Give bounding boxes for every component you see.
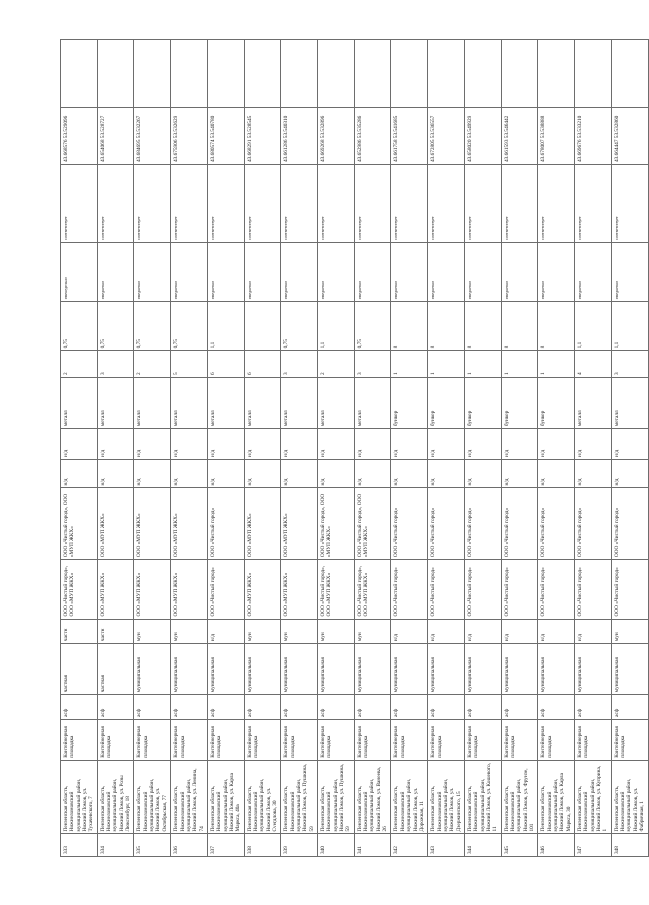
site-type-cell: Контейнерная площадка xyxy=(171,719,208,760)
row-number: 347 xyxy=(575,834,612,857)
compliance-cell: соответствует xyxy=(318,165,355,243)
table-row xyxy=(61,40,98,857)
collection-frequency-cell: ежедневно xyxy=(318,242,355,301)
extra-cell xyxy=(207,40,244,108)
address-cell: Пензенская область, Нижнеломовский муниципальный район, Нижний Ломов, ул. Карла Маркса, 40а xyxy=(207,760,244,834)
column-9-cell: н/д xyxy=(464,429,501,460)
address-cell: Пензенская область, Нижнеломовский муниципальный район, Нижний Ломов, ул. Ванеева, 26 xyxy=(354,760,391,834)
coating-cell: асф xyxy=(61,695,98,720)
container-volume-cell: 8 xyxy=(464,302,501,351)
ownership-type-cell: мун xyxy=(611,619,648,644)
compliance-cell: соответствует xyxy=(97,165,134,243)
ownership-type-cell: мун xyxy=(354,619,391,644)
container-count-cell: 4 xyxy=(575,351,612,378)
table-row xyxy=(538,40,575,857)
container-count-cell: 2 xyxy=(318,351,355,378)
container-count-cell: 6 xyxy=(207,351,244,378)
coordinates-cell: 43.669268 53.532896 xyxy=(318,107,355,164)
table-row xyxy=(354,40,391,857)
row-number: 342 xyxy=(391,834,428,857)
operator-cell: ООО «Чистый город» xyxy=(611,488,648,560)
container-material-cell: бункер xyxy=(428,377,465,428)
table-row xyxy=(501,40,538,857)
ownership-cell: муниципальная xyxy=(281,644,318,695)
compliance-cell: соответствует xyxy=(464,165,501,243)
operator-cell: ООО «МУП ЖКХ» xyxy=(244,488,281,560)
row-number: 334 xyxy=(97,834,134,857)
site-type-cell: Контейнерная площадка xyxy=(501,719,538,760)
extra-cell xyxy=(134,40,171,108)
coordinates-cell: 43.678007 53.538888 xyxy=(538,107,575,164)
row-number: 340 xyxy=(318,834,355,857)
row-number: 344 xyxy=(464,834,501,857)
address-cell: Пензенская область, Нижнеломовский муниципальный район, Нижний Ломов, ул. Куприна, 1 xyxy=(575,760,612,834)
row-number: 335 xyxy=(134,834,171,857)
row-number: 337 xyxy=(207,834,244,857)
address-cell: Пензенская область, Нижнеломовский муниципальный район, Нижний Ломов, ул. Сverдлова, 30 xyxy=(244,760,281,834)
row-number: 341 xyxy=(354,834,391,857)
row-number: 338 xyxy=(244,834,281,857)
coating-cell: асф xyxy=(428,695,465,720)
container-volume-cell: 1,1 xyxy=(575,302,612,351)
ownership-type-cell: н/д xyxy=(391,619,428,644)
column-9-cell: н/д xyxy=(318,429,355,460)
company-cell: ООО «Чистый город» xyxy=(391,560,428,619)
extra-cell xyxy=(244,40,281,108)
column-9-cell: н/д xyxy=(501,429,538,460)
column-9-cell: н/д xyxy=(97,429,134,460)
coordinates-cell: 43.672805 53.536557 xyxy=(428,107,465,164)
ownership-type-cell: н/д xyxy=(538,619,575,644)
container-count-cell: 2 xyxy=(61,351,98,378)
container-volume-cell: 0,75 xyxy=(281,302,318,351)
ownership-type-cell: частн xyxy=(97,619,134,644)
operator-cell: ООО «Чистый город» xyxy=(428,488,465,560)
container-count-cell: 6 xyxy=(244,351,281,378)
operator-cell: ООО «МУП ЖКХ» xyxy=(97,488,134,560)
company-cell: ООО «Чистый город», ООО «МУП ЖКХ» xyxy=(354,560,391,619)
container-volume-cell: 0,75 xyxy=(171,302,208,351)
operator-cell: ООО «Чистый город» xyxy=(391,488,428,560)
ownership-type-cell: н/д xyxy=(207,619,244,644)
table-row xyxy=(281,40,318,857)
extra-cell xyxy=(611,40,648,108)
compliance-cell: соответствует xyxy=(538,165,575,243)
registry-table xyxy=(60,39,649,857)
column-9-cell: н/д xyxy=(281,429,318,460)
company-cell: ООО «МУП ЖКХ» xyxy=(281,560,318,619)
address-cell: Пензенская область, Нижнеломовский муниципальный район, Нижний Ломов, ул. Ленина, 74 xyxy=(171,760,208,834)
column-8-cell: н/д xyxy=(464,459,501,488)
address-cell: Пензенская область, Нижнеломовский муниципальный район, Нижний Ломов, ул. Дзержинского, 15 xyxy=(428,760,465,834)
coordinates-cell: 43.664447 53.532860 xyxy=(611,107,648,164)
coordinates-cell: 43.661758 53.541685 xyxy=(391,107,428,164)
site-type-cell: Контейнерная площадка xyxy=(538,719,575,760)
column-9-cell: н/д xyxy=(61,429,98,460)
container-volume-cell: 8 xyxy=(428,302,465,351)
ownership-type-cell: мун xyxy=(318,619,355,644)
ownership-type-cell: н/д xyxy=(575,619,612,644)
collection-frequency-cell: ежедневно xyxy=(501,242,538,301)
ownership-cell: муниципальная xyxy=(428,644,465,695)
site-type-cell: Контейнерная площадка xyxy=(354,719,391,760)
ownership-type-cell: н/д xyxy=(501,619,538,644)
container-material-cell: металл xyxy=(244,377,281,428)
container-count-cell: 1 xyxy=(428,351,465,378)
coating-cell: асф xyxy=(244,695,281,720)
ownership-cell: муниципальная xyxy=(611,644,648,695)
ownership-type-cell: мун xyxy=(171,619,208,644)
table-body xyxy=(61,40,649,857)
company-cell: ООО «Чистый город» xyxy=(464,560,501,619)
coating-cell: асф xyxy=(97,695,134,720)
container-material-cell: металл xyxy=(134,377,171,428)
compliance-cell: соответствует xyxy=(207,165,244,243)
ownership-cell: муниципальная xyxy=(244,644,281,695)
container-material-cell: металл xyxy=(61,377,98,428)
operator-cell: ООО «Чистый город», ООО «МУП ЖКХ» xyxy=(354,488,391,560)
company-cell: ООО «Чистый город» xyxy=(575,560,612,619)
address-cell: Пензенская область, Нижнеломовский муниципальный район, Нижний Ломов, ул. Кошевого, 11 xyxy=(464,760,501,834)
extra-cell xyxy=(575,40,612,108)
column-8-cell: н/д xyxy=(97,459,134,488)
address-cell: Пензенская область, Нижнеломовский муниципальный район, Нижний Ломов, ул. Карла Маркса, 30 xyxy=(538,760,575,834)
coordinates-cell: 43.668291 53.528545 xyxy=(244,107,281,164)
table-row xyxy=(428,40,465,857)
column-8-cell: н/д xyxy=(244,459,281,488)
address-cell: Пензенская область, Нижнеломовский муниципальный район, Нижний Ломов, ул. Дорожная, 11 xyxy=(391,760,428,834)
company-cell: ООО «МУП ЖКХ» xyxy=(97,560,134,619)
ownership-type-cell: мун xyxy=(134,619,171,644)
row-number: 346 xyxy=(538,834,575,857)
coating-cell: асф xyxy=(464,695,501,720)
column-8-cell: н/д xyxy=(428,459,465,488)
container-count-cell: 1 xyxy=(391,351,428,378)
column-8-cell: н/д xyxy=(207,459,244,488)
coating-cell: асф xyxy=(354,695,391,720)
coating-cell: асф xyxy=(318,695,355,720)
operator-cell: ООО «Чистый город» xyxy=(207,488,244,560)
column-8-cell: н/д xyxy=(354,459,391,488)
address-cell: Пензенская область, Нижнеломовский муниципальный район, Нижний Ломов, ул. Октябрьская, 77 xyxy=(134,760,171,834)
coating-cell: асф xyxy=(538,695,575,720)
compliance-cell: соответствует xyxy=(171,165,208,243)
site-type-cell: Контейнерная площадка xyxy=(207,719,244,760)
extra-cell xyxy=(318,40,355,108)
column-9-cell: н/д xyxy=(538,429,575,460)
container-count-cell: 3 xyxy=(281,351,318,378)
coordinates-cell: 43.654068 53.528727 xyxy=(97,107,134,164)
row-number: 336 xyxy=(171,834,208,857)
site-type-cell: Контейнерная площадка xyxy=(97,719,134,760)
container-material-cell: металл xyxy=(575,377,612,428)
container-volume-cell: 0,75 xyxy=(61,302,98,351)
container-volume-cell: 1,1 xyxy=(207,302,244,351)
table-row xyxy=(171,40,208,857)
table-row xyxy=(391,40,428,857)
ownership-cell: частная xyxy=(97,644,134,695)
extra-cell xyxy=(428,40,465,108)
compliance-cell: соответствует xyxy=(281,165,318,243)
extra-cell xyxy=(538,40,575,108)
column-8-cell: н/д xyxy=(501,459,538,488)
container-volume-cell: 1,1 xyxy=(611,302,648,351)
row-number: 333 xyxy=(61,834,98,857)
operator-cell: ООО «Чистый город» xyxy=(464,488,501,560)
coordinates-cell: 43.675906 53.532629 xyxy=(171,107,208,164)
company-cell: ООО «Чистый город» xyxy=(611,560,648,619)
container-count-cell: 1 xyxy=(501,351,538,378)
address-cell: Пензенская область, Нижнеломовский муниципальный район, Нижний Ломов, ул. Пушкина, 59 xyxy=(318,760,355,834)
ownership-cell: частная xyxy=(61,644,98,695)
address-cell: Пензенская область, Нижнеломовский муниципальный район, Нижний Ломов, ул. Фабричная, 1 xyxy=(611,760,648,834)
operator-cell: ООО «Чистый город», ООО «МУП ЖКХ» xyxy=(318,488,355,560)
operator-cell: ООО «МУП ЖКХ» xyxy=(134,488,171,560)
column-9-cell: н/д xyxy=(207,429,244,460)
coordinates-cell: 43.680574 53.540780 xyxy=(207,107,244,164)
address-cell: Пензенская область, Нижнеломовский муниципальный район, Нижний Ломов, ул. Пушкина, 59 xyxy=(281,760,318,834)
table-row xyxy=(244,40,281,857)
compliance-cell: соответствует xyxy=(611,165,648,243)
company-cell: ООО «Чистый город», ООО «МУП ЖКХ» xyxy=(318,560,355,619)
compliance-cell: соответствует xyxy=(501,165,538,243)
compliance-cell: соответствует xyxy=(244,165,281,243)
container-volume-cell: 8 xyxy=(538,302,575,351)
column-8-cell: н/д xyxy=(611,459,648,488)
operator-cell: ООО «Чистый город», ООО «МУП ЖКХ» xyxy=(61,488,98,560)
container-material-cell: бункер xyxy=(501,377,538,428)
company-cell: ООО «МУП ЖКХ» xyxy=(244,560,281,619)
ownership-cell: муниципальная xyxy=(318,644,355,695)
site-type-cell: Контейнерная площадка xyxy=(244,719,281,760)
table-row xyxy=(318,40,355,857)
company-cell: ООО «МУП ЖКХ» xyxy=(171,560,208,619)
company-cell: ООО «Чистый город» xyxy=(501,560,538,619)
collection-frequency-cell: ежедневно xyxy=(354,242,391,301)
column-8-cell: н/д xyxy=(61,459,98,488)
collection-frequency-cell: ежедневно xyxy=(97,242,134,301)
company-cell: ООО «Чистый город» xyxy=(428,560,465,619)
column-9-cell: н/д xyxy=(244,429,281,460)
column-8-cell: н/д xyxy=(134,459,171,488)
container-count-cell: 5 xyxy=(171,351,208,378)
container-count-cell: 1 xyxy=(464,351,501,378)
container-material-cell: металл xyxy=(97,377,134,428)
site-type-cell: Контейнерная площадка xyxy=(575,719,612,760)
extra-cell xyxy=(464,40,501,108)
ownership-cell: муниципальная xyxy=(354,644,391,695)
container-count-cell: 3 xyxy=(611,351,648,378)
table-row xyxy=(134,40,171,857)
collection-frequency-cell: ежедневно xyxy=(281,242,318,301)
company-cell: ООО «Чистый город» xyxy=(207,560,244,619)
container-count-cell: 3 xyxy=(354,351,391,378)
ownership-type-cell: частн xyxy=(61,619,98,644)
column-9-cell: н/д xyxy=(391,429,428,460)
container-material-cell: металл xyxy=(318,377,355,428)
ownership-type-cell: н/д xyxy=(464,619,501,644)
coordinates-cell: 43.652986 53.535286 xyxy=(354,107,391,164)
coating-cell: асф xyxy=(611,695,648,720)
collection-frequency-cell: ежедневно xyxy=(391,242,428,301)
compliance-cell: соответствует xyxy=(134,165,171,243)
site-type-cell: Контейнерная площадка xyxy=(391,719,428,760)
collection-frequency-cell: ежедневно xyxy=(207,242,244,301)
container-material-cell: металл xyxy=(281,377,318,428)
container-material-cell: бункер xyxy=(391,377,428,428)
container-material-cell: металл xyxy=(207,377,244,428)
operator-cell: ООО «МУП ЖКХ» xyxy=(281,488,318,560)
ownership-cell: муниципальная xyxy=(575,644,612,695)
extra-cell xyxy=(171,40,208,108)
extra-cell xyxy=(281,40,318,108)
ownership-cell: муниципальная xyxy=(171,644,208,695)
compliance-cell: соответствует xyxy=(428,165,465,243)
address-cell: Пензенская область, Нижнеломовский муниципальный район, Нижний Ломов, ул. Фрунзе, 101 xyxy=(501,760,538,834)
column-9-cell: н/д xyxy=(134,429,171,460)
company-cell: ООО «МУП ЖКХ» xyxy=(134,560,171,619)
compliance-cell: соответствует xyxy=(61,165,98,243)
coating-cell: асф xyxy=(575,695,612,720)
container-volume-cell: 8 xyxy=(391,302,428,351)
collection-frequency-cell: еженедельно xyxy=(61,242,98,301)
column-9-cell: н/д xyxy=(611,429,648,460)
coating-cell: асф xyxy=(501,695,538,720)
extra-cell xyxy=(61,40,98,108)
ownership-type-cell: мун xyxy=(244,619,281,644)
coating-cell: асф xyxy=(134,695,171,720)
ownership-type-cell: н/д xyxy=(428,619,465,644)
site-type-cell: Контейнерная площадка xyxy=(611,719,648,760)
column-8-cell: н/д xyxy=(538,459,575,488)
column-8-cell: н/д xyxy=(281,459,318,488)
column-9-cell: н/д xyxy=(171,429,208,460)
site-type-cell: Контейнерная площадка xyxy=(428,719,465,760)
coordinates-cell: 43.658020 53.549929 xyxy=(464,107,501,164)
compliance-cell: соответствует xyxy=(391,165,428,243)
container-volume-cell: 0,75 xyxy=(354,302,391,351)
column-8-cell: н/д xyxy=(391,459,428,488)
operator-cell: ООО «Чистый город» xyxy=(575,488,612,560)
coating-cell: асф xyxy=(281,695,318,720)
container-material-cell: бункер xyxy=(464,377,501,428)
column-9-cell: н/д xyxy=(575,429,612,460)
extra-cell xyxy=(391,40,428,108)
column-8-cell: н/д xyxy=(575,459,612,488)
container-material-cell: металл xyxy=(354,377,391,428)
site-type-cell: Контейнерная площадка xyxy=(281,719,318,760)
coating-cell: асф xyxy=(207,695,244,720)
column-9-cell: н/д xyxy=(428,429,465,460)
column-9-cell: н/д xyxy=(354,429,391,460)
column-8-cell: н/д xyxy=(318,459,355,488)
row-number: 343 xyxy=(428,834,465,857)
coordinates-cell: 43.661286 53.540310 xyxy=(281,107,318,164)
coating-cell: асф xyxy=(171,695,208,720)
coordinates-cell: 43.668576 53.529096 xyxy=(61,107,98,164)
ownership-cell: муниципальная xyxy=(391,644,428,695)
coordinates-cell: 43.661593 53.546442 xyxy=(501,107,538,164)
container-volume-cell xyxy=(244,302,281,351)
collection-frequency-cell: ежедневно xyxy=(134,242,171,301)
collection-frequency-cell: ежедневно xyxy=(538,242,575,301)
table-row xyxy=(207,40,244,857)
row-number: 339 xyxy=(281,834,318,857)
coordinates-cell: 43.669676 53.533210 xyxy=(575,107,612,164)
container-material-cell: металл xyxy=(611,377,648,428)
container-volume-cell: 0,75 xyxy=(97,302,134,351)
table-row xyxy=(97,40,134,857)
extra-cell xyxy=(501,40,538,108)
address-cell: Пензенская область, Нижнеломовский муниципальный район, Нижний Ломов, ул. Тухачевского, 7 xyxy=(61,760,98,834)
collection-frequency-cell: ежедневно xyxy=(464,242,501,301)
container-volume-cell: 8 xyxy=(501,302,538,351)
ownership-cell: муниципальная xyxy=(501,644,538,695)
site-type-cell: Контейнерная площадка xyxy=(318,719,355,760)
row-number: 348 xyxy=(611,834,648,857)
row-number: 345 xyxy=(501,834,538,857)
collection-frequency-cell: ежедневно xyxy=(244,242,281,301)
extra-cell xyxy=(354,40,391,108)
ownership-cell: муниципальная xyxy=(134,644,171,695)
coordinates-cell: 43.684695 53.532267 xyxy=(134,107,171,164)
ownership-type-cell: мун xyxy=(281,619,318,644)
container-volume-cell: 1,1 xyxy=(318,302,355,351)
company-cell: ООО «Чистый город» xyxy=(538,560,575,619)
container-count-cell: 3 xyxy=(97,351,134,378)
compliance-cell: соответствует xyxy=(354,165,391,243)
compliance-cell: соответствует xyxy=(575,165,612,243)
ownership-cell: муниципальная xyxy=(464,644,501,695)
table-row xyxy=(575,40,612,857)
company-cell: ООО «Чистый город», ООО «МУП ЖКХ» xyxy=(61,560,98,619)
table-row xyxy=(611,40,648,857)
collection-frequency-cell: ежедневно xyxy=(575,242,612,301)
address-cell: Пензенская область, Нижнеломовский муниципальный район, Нижний Ломов, ул. Розы Люксембург, 18 xyxy=(97,760,134,834)
container-volume-cell: 0,75 xyxy=(134,302,171,351)
coating-cell: асф xyxy=(391,695,428,720)
extra-cell xyxy=(97,40,134,108)
operator-cell: ООО «МУП ЖКХ» xyxy=(171,488,208,560)
container-count-cell: 2 xyxy=(134,351,171,378)
operator-cell: ООО «Чистый город» xyxy=(538,488,575,560)
ownership-cell: муниципальная xyxy=(207,644,244,695)
collection-frequency-cell: ежедневно xyxy=(428,242,465,301)
site-type-cell: Контейнерная площадка xyxy=(61,719,98,760)
operator-cell: ООО «Чистый город» xyxy=(501,488,538,560)
container-count-cell: 1 xyxy=(538,351,575,378)
ownership-cell: муниципальная xyxy=(538,644,575,695)
container-material-cell: бункер xyxy=(538,377,575,428)
site-type-cell: Контейнерная площадка xyxy=(464,719,501,760)
container-material-cell: металл xyxy=(171,377,208,428)
table-row xyxy=(464,40,501,857)
collection-frequency-cell: ежедневно xyxy=(611,242,648,301)
collection-frequency-cell: ежедневно xyxy=(171,242,208,301)
column-8-cell: н/д xyxy=(171,459,208,488)
site-type-cell: Контейнерная площадка xyxy=(134,719,171,760)
